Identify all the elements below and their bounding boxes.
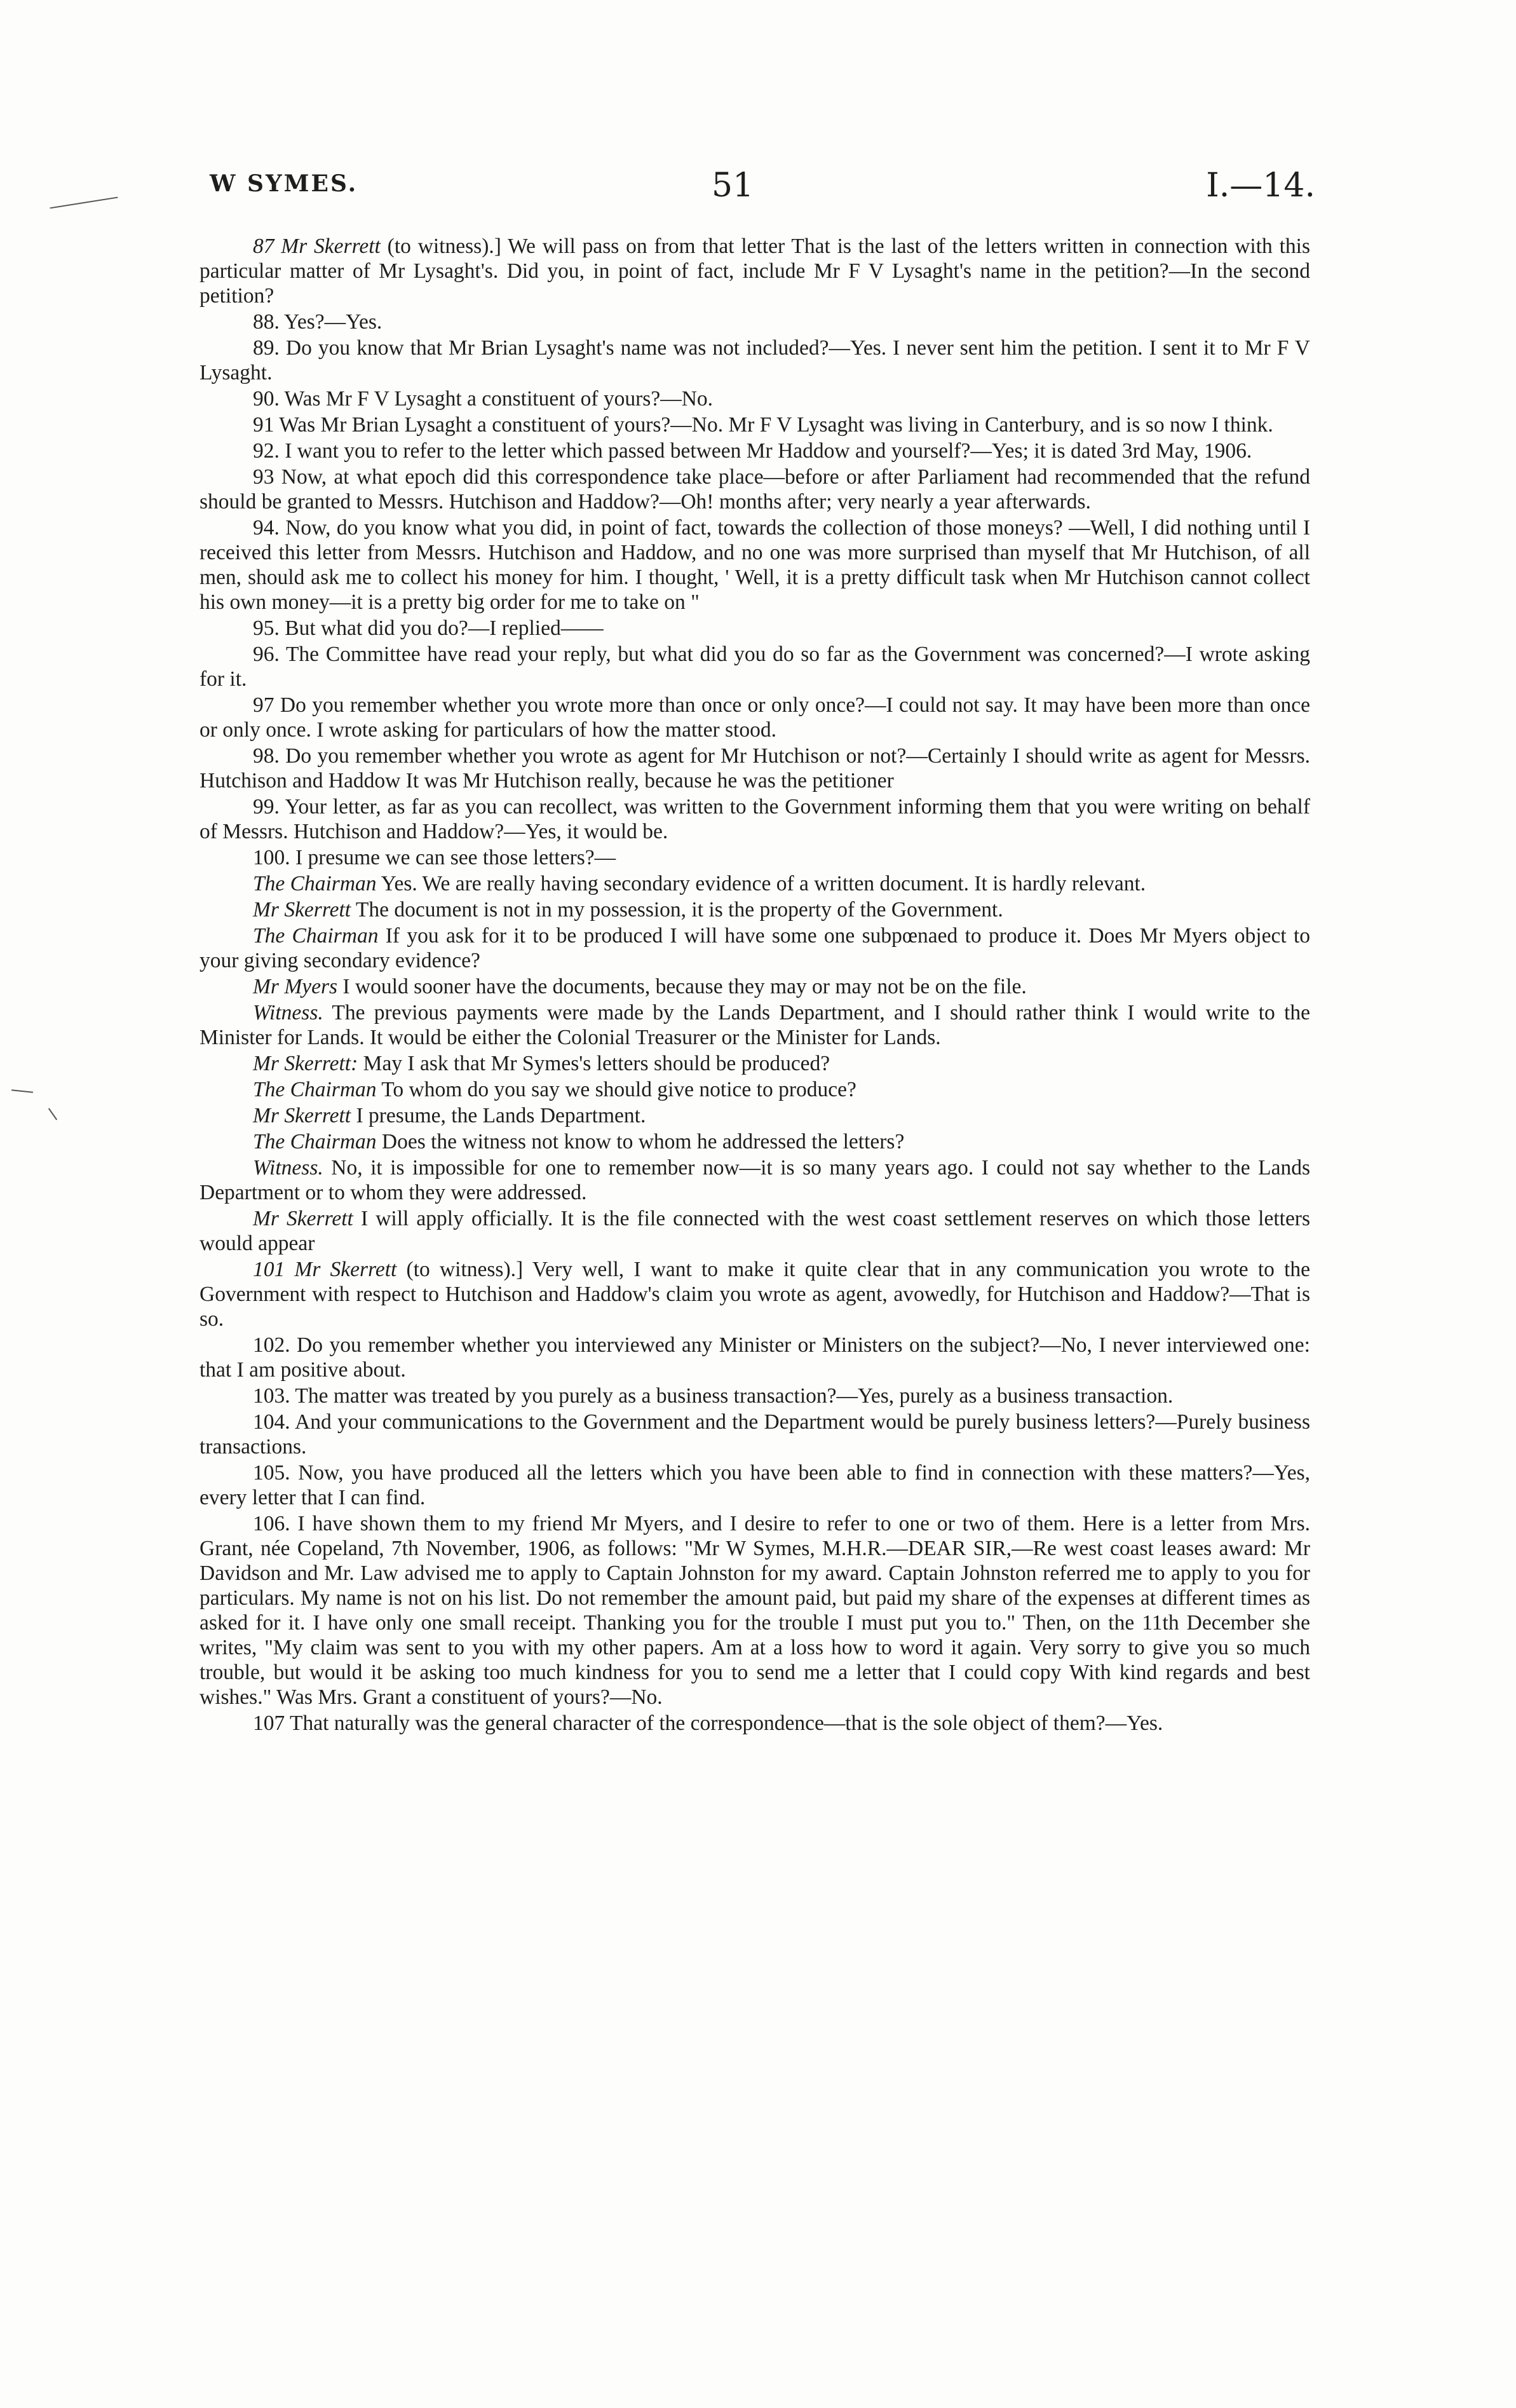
margin-mark — [48, 1108, 57, 1120]
paper-reference: I.—14. — [1206, 167, 1315, 205]
transcript-paragraph — [200, 744, 1310, 793]
paragraph-text: 96. The Committee have read your reply, but what did you do so far as the Government was concerned?—I wrote asking for it. — [200, 643, 1310, 691]
paragraph-text: 104. And your communications to the Government and the Department would be purely business letters?—Purely business transactions. — [200, 1410, 1310, 1459]
speaker-label: The Chairman — [253, 872, 377, 895]
transcript-paragraph — [200, 871, 1310, 896]
transcript-paragraph — [200, 693, 1310, 742]
transcript-paragraph — [200, 897, 1310, 922]
transcript-paragraph — [200, 515, 1310, 615]
speaker-label: The Chairman — [253, 1078, 377, 1101]
paragraph-text: 100. I presume we can see those letters?— — [253, 846, 616, 869]
speaker-label: Witness. — [253, 1156, 323, 1180]
paragraph-text: 90. Was Mr F V Lysaght a constituent of yours?—No. — [253, 387, 714, 411]
paragraph-text: The document is not in my possession, it is the property of the Government. — [355, 898, 1003, 922]
speaker-label: The Chairman — [253, 924, 379, 948]
transcript-paragraph — [200, 412, 1310, 437]
transcript-paragraph — [200, 974, 1310, 999]
transcript-paragraph — [200, 465, 1310, 514]
transcript-paragraph — [200, 386, 1310, 411]
paragraph-text: 106. I have shown them to my friend Mr Myers, and I desire to refer to one or two of them. Here is a letter from Mrs. Grant, née Copeland, 7th November, 1906, as follows: "Mr W Symes, M.H.R.—DEAR SIR,—Re west coast leases award: Mr Davidson and Mr. Law advised me to apply to Captain Johnston for my award. Captain Johnston referred me to apply to you for particulars. My name is not on his list. Do not remember the amount paid, but paid my share of the expenses at different times as asked for it. I have only one small receipt. Thanking you for the trouble I must put you to." Then, on the 11th December she writes, "My claim was sent to you with my other papers. Am at a loss how to word it again. Very sorry to give you so much trouble, but would it be asking too much kindness for you to send me a letter that I could copy With kind regards and best wishes." Was Mrs. Grant a constituent of yours?—No. — [200, 1512, 1310, 1709]
paragraph-text: Yes. We are really having secondary evidence of a written document. It is hardly relevant. — [381, 872, 1146, 895]
transcript-paragraph — [200, 1410, 1310, 1459]
paragraph-text: To whom do you say we should give notice to produce? — [381, 1078, 856, 1101]
paragraph-text: 93 Now, at what epoch did this correspondence take place—before or after Parliament had recommended that the refund should be granted to Messrs. Hutchison and Haddow?—Oh! months after; very nearly a year afterwards. — [200, 465, 1310, 514]
paragraph-text: The previous payments were made by the Lands Department, and I should rather think I would write to the Minister for Lands. It would be either the Colonial Treasurer or the Minister for Lands. — [200, 1001, 1310, 1049]
speaker-label: 101 Mr Skerrett — [253, 1258, 397, 1281]
page-header — [210, 167, 1315, 215]
speaker-label: Witness. — [253, 1001, 323, 1024]
paragraph-text: I would sooner have the documents, because they may or may not be on the file. — [342, 975, 1027, 998]
speaker-label: Mr Myers — [253, 975, 338, 998]
paragraph-text: If you ask for it to be produced I will have some one subpœnaed to produce it. Does Mr Myers object to your giving secondary evidence? — [200, 924, 1311, 972]
header-witness-name: W SYMES. — [210, 170, 358, 197]
paragraph-text: 92. I want you to refer to the letter which passed between Mr Haddow and yourself?—Yes; it is dated 3rd May, 1906. — [253, 439, 1252, 463]
speaker-label: Mr Skerrett — [253, 1104, 351, 1127]
paragraph-text: 99. Your letter, as far as you can recollect, was written to the Government informing them that you were writing on behalf of Messrs. Hutchison and Haddow?—Yes, it would be. — [200, 795, 1310, 843]
paragraph-text: I will apply officially. It is the file connected with the west coast settlement reserves on which those letters would appear — [200, 1207, 1311, 1255]
speaker-label: 87 Mr Skerrett — [253, 235, 381, 258]
paragraph-text: 95. But what did you do?—I replied—— — [253, 616, 604, 640]
transcript-paragraph — [200, 1333, 1310, 1382]
paragraph-text: (to witness).] We will pass on from that letter That is the last of the letters written in connection with this particular matter of Mr Lysaght's. Did you, in point of fact, include Mr F V Lysaght's name in the petition?—In the second petition? — [200, 235, 1310, 308]
transcript-paragraph — [200, 336, 1310, 385]
transcript-paragraph — [200, 310, 1310, 334]
speaker-label: Mr Skerrett — [253, 1207, 353, 1230]
transcript-paragraph — [200, 794, 1310, 844]
paragraph-text: 88. Yes?—Yes. — [253, 310, 382, 334]
transcript-paragraph — [200, 1155, 1310, 1205]
evidence-transcript — [200, 234, 1310, 1737]
page-number: 51 — [712, 167, 754, 205]
paragraph-text: 105. Now, you have produced all the letters which you have been able to find in connection with these matters?—Yes, every letter that I can find. — [200, 1461, 1310, 1509]
transcript-paragraph — [200, 1460, 1310, 1510]
transcript-paragraph — [200, 1051, 1310, 1076]
speaker-label: The Chairman — [253, 1130, 377, 1153]
transcript-paragraph — [200, 1077, 1310, 1102]
paragraph-text: May I ask that Mr Symes's letters should be produced? — [363, 1052, 830, 1075]
transcript-paragraph — [200, 234, 1310, 308]
margin-mark — [50, 197, 118, 209]
transcript-paragraph — [200, 642, 1310, 691]
paragraph-text: (to witness).] Very well, I want to make it quite clear that in any communication you wrote to the Government with respect to Hutchison and Haddow's claim you wrote as agent, avowedly, for Hutchison and Haddow?—That is so. — [200, 1258, 1310, 1331]
paragraph-text: 89. Do you know that Mr Brian Lysaght's name was not included?—Yes. I never sent him the petition. I sent it to Mr F V Lysaght. — [200, 336, 1310, 384]
transcript-paragraph — [200, 1511, 1310, 1710]
paragraph-text: 107 That naturally was the general character of the correspondence—that is the sole object of them?—Yes. — [253, 1711, 1163, 1735]
paragraph-text: 102. Do you remember whether you interviewed any Minister or Ministers on the subject?—No, I never interviewed one: that I am positive about. — [200, 1333, 1310, 1382]
margin-mark — [11, 1089, 33, 1093]
speaker-label: Mr Skerrett — [253, 898, 351, 922]
transcript-paragraph — [200, 1257, 1310, 1331]
transcript-paragraph — [200, 1711, 1310, 1736]
paragraph-text: No, it is impossible for one to remember now—it is so many years ago. I could not say whether to the Lands Department or to whom they were addressed. — [200, 1156, 1310, 1204]
transcript-paragraph — [200, 439, 1310, 463]
paragraph-text: 97 Do you remember whether you wrote more than once or only once?—I could not say. It may have been more than once or only once. I wrote asking for particulars of how the matter stood. — [200, 693, 1310, 742]
paragraph-text: 91 Was Mr Brian Lysaght a constituent of yours?—No. Mr F V Lysaght was living in Canterbury, and is so now I think. — [253, 413, 1273, 437]
transcript-paragraph — [200, 616, 1310, 641]
transcript-paragraph — [200, 1384, 1310, 1408]
transcript-paragraph — [200, 1000, 1310, 1050]
transcript-paragraph — [200, 1129, 1310, 1154]
transcript-paragraph — [200, 845, 1310, 870]
paragraph-text: I presume, the Lands Department. — [356, 1104, 646, 1127]
paragraph-text: 98. Do you remember whether you wrote as agent for Mr Hutchison or not?—Certainly I should write as agent for Messrs. Hutchison and Haddow It was Mr Hutchison really, because he was the petitioner — [200, 744, 1310, 792]
transcript-paragraph — [200, 1206, 1310, 1256]
paragraph-text: 94. Now, do you know what you did, in point of fact, towards the collection of those moneys? —Well, I did nothing until I received this letter from Messrs. Hutchison and Haddow, and no one was more surprised than myself that Mr Hutchison, of all men, should ask me to collect his money for him. I thought, ' Well, it is a pretty difficult task when Mr Hutchison cannot collect his own money—it is a pretty big order for me to take on " — [200, 516, 1310, 614]
transcript-paragraph — [200, 1103, 1310, 1128]
speaker-label: Mr Skerrett: — [253, 1052, 358, 1075]
paragraph-text: Does the witness not know to whom he addressed the letters? — [381, 1130, 905, 1153]
paragraph-text: 103. The matter was treated by you purely as a business transaction?—Yes, purely as a business transaction. — [253, 1384, 1174, 1408]
transcript-paragraph — [200, 923, 1310, 973]
